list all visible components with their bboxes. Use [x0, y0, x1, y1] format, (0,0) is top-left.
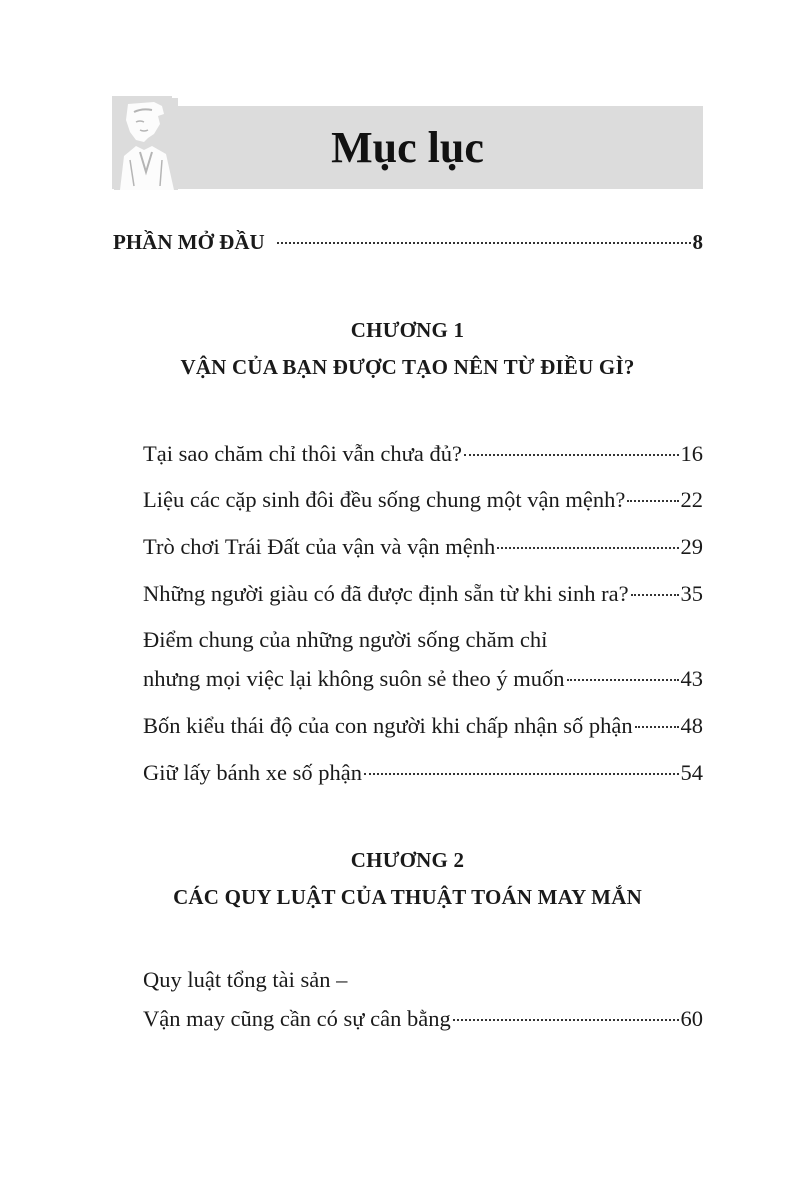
page-number: 48 [680, 713, 703, 738]
chapter-2-title: CÁC QUY LUẬT CỦA THUẬT TOÁN MAY MẮN [173, 885, 642, 909]
chapter-2-label: CHƯƠNG 2 [350, 848, 465, 872]
page-number: 22 [680, 487, 703, 512]
chapter-1-label: CHƯƠNG 1 [350, 318, 465, 342]
toc-entry [143, 712, 703, 740]
dot-leader [364, 773, 678, 775]
page-number: 60 [680, 1006, 703, 1031]
entry-label: Tại sao chăm chỉ thôi vẫn chưa đủ? [143, 441, 462, 466]
page-title: Mục lục [331, 123, 484, 172]
entry-label: Liệu các cặp sinh đôi đều sống chung một vận mệnh? [143, 487, 626, 512]
entry-label: Bốn kiểu thái độ của con người khi chấp nhận số phận [143, 713, 633, 738]
page-number: 29 [680, 534, 703, 559]
chapter-1-title: VẬN CỦA BẠN ĐƯỢC TẠO NÊN TỪ ĐIỀU GÌ? [180, 355, 635, 379]
dot-leader [627, 500, 678, 502]
dot-leader [453, 1019, 679, 1021]
entry-label: Những người giàu có đã được định sẵn từ khi sinh ra? [143, 581, 629, 606]
dot-leader [567, 679, 679, 681]
toc-entry [143, 1005, 703, 1033]
page-number: 43 [680, 666, 703, 691]
page-number: 54 [680, 760, 703, 785]
entry-first-line: Điểm chung của những người sống chăm chỉ [143, 627, 548, 652]
dot-leader [277, 242, 691, 244]
toc-entry [143, 440, 703, 468]
entry-label: Trò chơi Trái Đất của vận và vận mệnh [143, 534, 496, 559]
page-number: 8 [692, 230, 703, 254]
dot-leader [497, 547, 678, 549]
entry-label: PHẦN MỞ ĐẦU [113, 230, 265, 254]
dot-leader [464, 454, 679, 456]
toc-entry [143, 580, 703, 608]
dot-leader [635, 726, 679, 728]
entry-label: nhưng mọi việc lại không suôn sẻ theo ý muốn [143, 666, 565, 691]
toc-entry [143, 533, 703, 561]
toc-entry [143, 665, 703, 693]
toc-entry-intro [113, 228, 703, 256]
dot-leader [631, 594, 679, 596]
page-number: 16 [680, 441, 703, 466]
entry-first-line: Quy luật tổng tài sản – [143, 967, 348, 992]
toc-entry [143, 759, 703, 787]
toc-entry [143, 486, 703, 514]
entry-label: Vận may cũng cần có sự cân bằng [143, 1006, 451, 1031]
entry-label: Giữ lấy bánh xe số phận [143, 760, 363, 785]
page-number: 35 [680, 581, 703, 606]
